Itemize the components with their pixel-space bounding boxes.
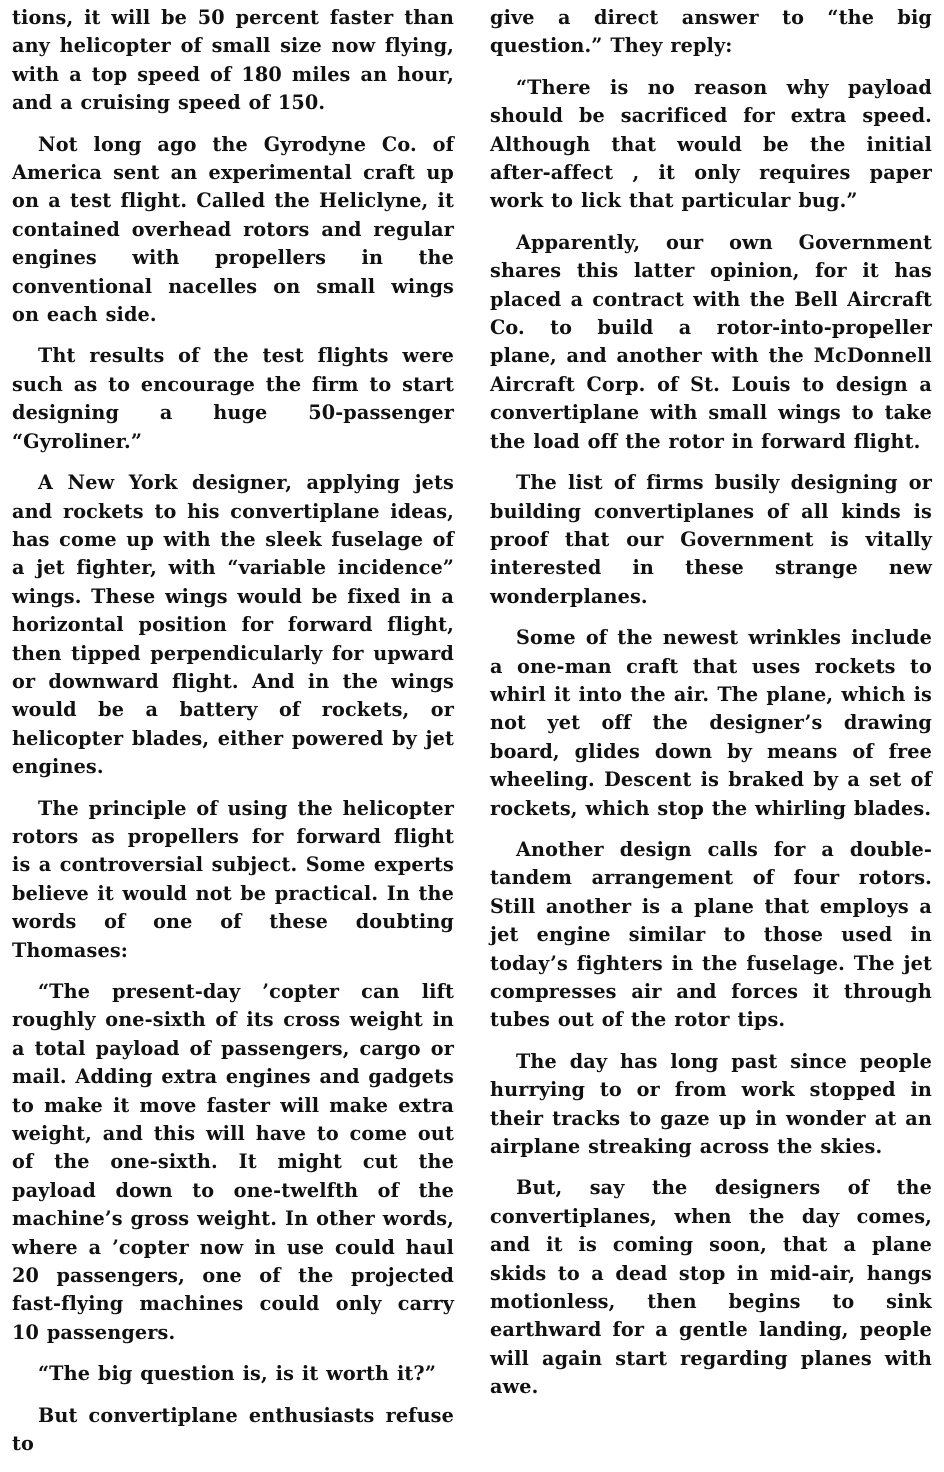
paragraph: The day has long past since people hurrying to or from work stopped in their tracks to gaze up in wonder at an airplane streaking across the skies. — [490, 1049, 932, 1159]
paragraph: But, say the designers of the convertiplanes, when the day comes, and it is coming soon, that a plane skids to a dead stop in mid-air, hangs motionless, then begins to sink earthward for a gentle landing, people will again start regarding planes with awe. — [490, 1176, 932, 1399]
paragraph: Another design calls for a double-tandem arrangement of four rotors. Still another is a plane that employs a jet engine similar to those used in today’s fighters in the fuselage. The jet compresses air and forces it through tubes out of the rotor tips. — [490, 837, 932, 1032]
left-column — [12, 4, 454, 1472]
paragraph: give a direct answer to “the big question.” They reply: — [490, 6, 932, 58]
paragraph: Some of the newest wrinkles include a one-man craft that uses rockets to whirl it into the air. The plane, which is not yet off the designer’s drawing board, glides down by means of free wheeling. Descent is braked by a set of rockets, which stop the whirling blades. — [490, 626, 932, 820]
paragraph: “The present-day ’copter can lift roughly one-sixth of its cross weight in a total payload of passengers, cargo or mail. Adding extra engines and gadgets to make it move faster will make extra weight, and this will have to come out of the one-sixth. It might cut the payload down to one-twelfth of the machine’s gross weight. In other words, where a ’copter now in use could haul 20 passengers, one of the projected fast-flying machines could only carry 10 passengers. — [12, 980, 454, 1344]
paragraph: But convertiplane enthusiasts refuse to — [12, 1403, 454, 1456]
paragraph: A New York designer, applying jets and rockets to his convertiplane ideas, has come up with the sleek fuselage of a jet fighter, with “variable incidence” wings. These wings would be fixed in a horizontal position for forward flight, then tipped perpendicularly for upward or downward flight. And in the wings would be a battery of rockets, or helicopter blades, either powered by jet engines. — [12, 471, 454, 779]
paragraph: “There is no reason why payload should be sacrificed for extra speed. Although that would be the initial after-affect , it only requires paper work to lick that particular bug.” — [490, 75, 932, 213]
paragraph: “The big question is, is it worth it?” — [38, 1362, 437, 1386]
paragraph: The principle of using the helicopter rotors as propellers for forward flight is a controversial subject. Some experts believe it would not be practical. In the words of one of these doubting Thomases: — [12, 796, 454, 962]
paragraph: Apparently, our own Government shares this latter opinion, for it has placed a contract with the Bell Aircraft Co. to build a rotor-into-propeller plane, and another with the McDonnell Aircraft Corp. of St. Louis to design a convertiplane with small wings to take the load off the rotor in forward flight. — [490, 230, 932, 453]
paragraph: Tht results of the test flights were such as to encourage the firm to start designing a huge 50-passenger “Gyroliner.” — [12, 344, 454, 453]
right-column — [490, 4, 932, 1415]
paragraph: Not long ago the Gyrodyne Co. of America sent an experimental craft up on a test flight. Called the Heliclyne, it contained overhead rotors and regular engines with propellers in the conventional nacelles on small wings on each side. — [12, 132, 454, 327]
paragraph: tions, it will be 50 percent faster than any helicopter of small size now flying, with a top speed of 180 miles an hour, and a cruising speed of 150. — [12, 6, 454, 115]
paragraph: The list of firms busily designing or building convertiplanes of all kinds is proof that our Government is vitally interested in these strange new wonderplanes. — [490, 471, 932, 608]
